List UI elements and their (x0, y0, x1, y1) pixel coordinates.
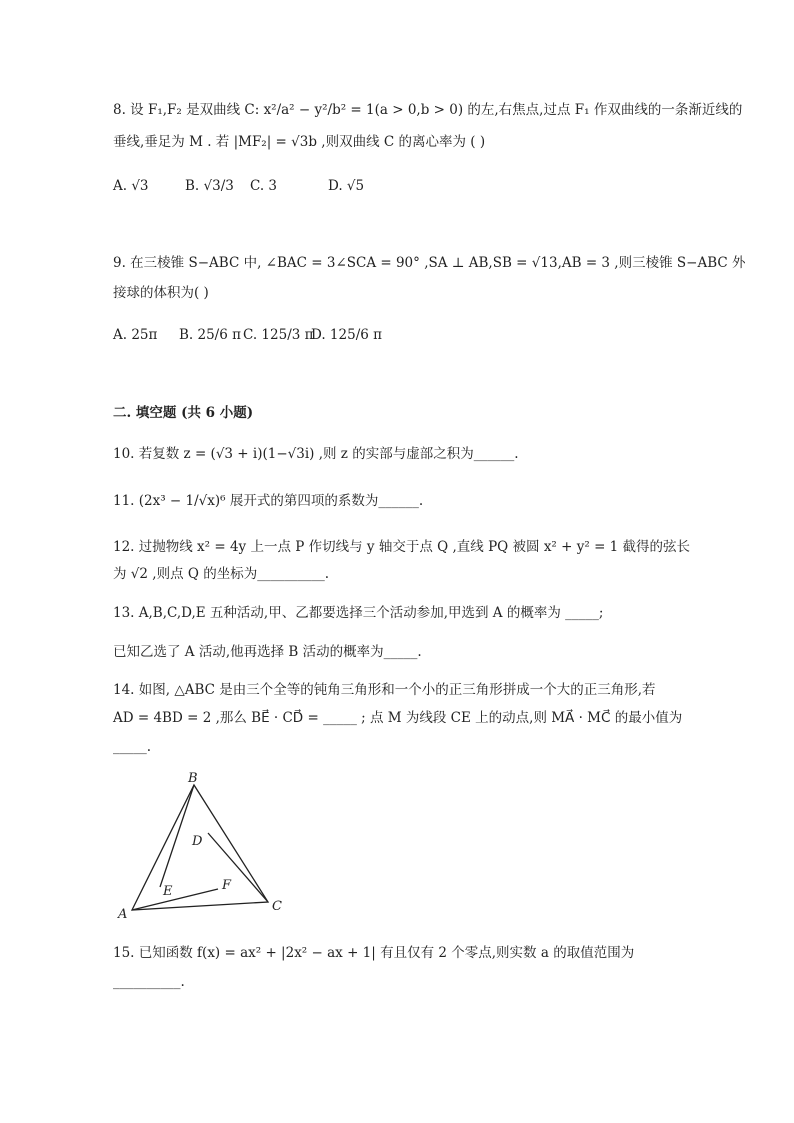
q8-line2: 垂线,垂足为 M . 若 |MF₂| = √3b ,则双曲线 C 的离心率为 ( ) (113, 134, 486, 150)
q8-option-c: C. 3 (250, 178, 278, 194)
label-f: F (222, 878, 232, 893)
q15-line1: 15. 已知函数 f(x) = ax² + |2x² − ax + 1| 有且仅有 2 个零点,则实数 a 的取值范围为 (113, 945, 635, 961)
label-d: D (192, 834, 203, 849)
q9-option-b: B. 25/6 π (179, 327, 241, 343)
q14-line1: 14. 如图, △ABC 是由三个全等的钝角三角形和一个小的正三角形拼成一个大的正三角形,若 (113, 682, 656, 698)
segment-be (160, 785, 194, 887)
q9-option-d: D. 125/6 π (311, 327, 382, 343)
q11-line1: 11. (2x³ − 1/√x)⁶ 展开式的第四项的系数为______. (113, 493, 424, 509)
q9-option-a: A. 25π (113, 327, 158, 343)
q15-line2: __________. (113, 974, 185, 990)
label-c: C (272, 899, 282, 914)
q8-option-d: D. √5 (328, 178, 365, 194)
triangle-figure (110, 770, 310, 920)
label-e: E (163, 884, 173, 899)
q12-line1: 12. 过抛物线 x² = 4y 上一点 P 作切线与 y 轴交于点 Q ,直线 PQ 被圆 x² + y² = 1 截得的弦长 (113, 539, 691, 555)
label-a: A (118, 907, 128, 920)
label-b: B (188, 771, 198, 786)
q12-line2: 为 √2 ,则点 Q 的坐标为__________. (113, 566, 330, 582)
q9-line2: 接球的体积为( ) (113, 285, 209, 301)
q8-line1: 8. 设 F₁,F₂ 是双曲线 C: x²/a² − y²/b² = 1(a > 0,b > 0) 的左,右焦点,过点 F₁ 作双曲线的一条渐近线的 (113, 102, 743, 118)
q14-line3: _____. (113, 739, 152, 755)
q10-line1: 10. 若复数 z = (√3 + i)(1−√3i) ,则 z 的实部与虚部之积为______. (113, 446, 519, 462)
q8-option-b: B. √3/3 (185, 178, 234, 194)
q13-line2: 已知乙选了 A 活动,他再选择 B 活动的概率为_____. (113, 644, 422, 660)
q13-line1: 13. A,B,C,D,E 五种活动,甲、乙都要选择三个活动参加,甲选到 A 的概率为 _____; (113, 605, 604, 621)
segment-cd (208, 833, 268, 902)
section-heading: 二. 填空题 (共 6 小题) (113, 405, 254, 421)
q8-option-a: A. √3 (113, 178, 149, 194)
q14-line2: AD = 4BD = 2 ,那么 BE⃗ · CD⃗ = _____ ; 点 M 为线段 CE 上的动点,则 MA⃗ · MC⃗ 的最小值为 (113, 710, 683, 726)
q9-line1: 9. 在三棱锥 S−ABC 中, ∠BAC = 3∠SCA = 90° ,SA ⊥ AB,SB = √13,AB = 3 ,则三棱锥 S−ABC 外 (113, 255, 746, 271)
q9-option-c: C. 125/3 π (243, 327, 314, 343)
